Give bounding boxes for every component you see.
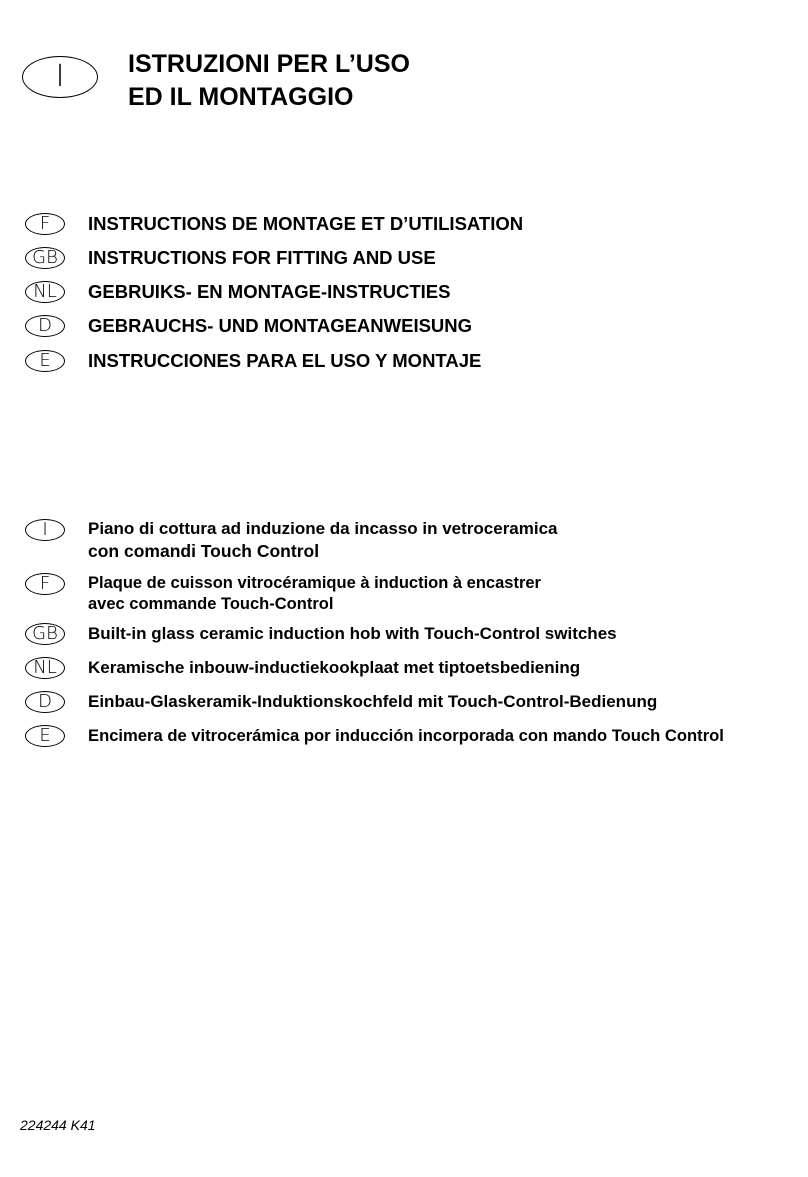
language-title-d: GEBRAUCHS- UND MONTAGEANWEISUNG [88,315,473,336]
language-badge-f [25,213,65,235]
language-title-e: INSTRUCCIONES PARA EL USO Y MONTAJE [88,350,482,371]
description-i-line2: con comandi Touch Control [88,541,320,561]
language-code: D [38,691,52,712]
description-nl: Keramische inbouw-inductiekookplaat met tiptoetsbediening [88,658,581,677]
description-f [88,573,541,615]
description-gb: Built-in glass ceramic induction hob with Touch-Control switches [88,624,617,643]
language-title-gb: INSTRUCTIONS FOR FITTING AND USE [88,247,436,268]
language-code: NL [33,281,57,302]
language-badge-e-desc [25,725,65,747]
page-title-line2: ED IL MONTAGGIO [128,83,354,111]
language-code: D [38,315,52,336]
language-badge-nl-desc [25,657,65,679]
description-f-line2: avec commande Touch-Control [88,595,334,613]
description-i [88,517,558,563]
language-badge-i [25,519,65,541]
language-badge-d-desc [25,691,65,713]
language-badge-italian-header [22,56,98,98]
language-badge-d [25,315,65,337]
description-i-line1: Piano di cottura ad induzione da incasso in vetroceramica [88,519,558,538]
page-title [128,48,410,114]
document-number: 224244 K41 [20,1117,96,1133]
language-code: E [39,350,51,371]
language-badge-f-desc [25,573,65,595]
language-title-nl: GEBRUIKS- EN MONTAGE-INSTRUCTIES [88,281,451,302]
language-code: I [55,59,65,94]
language-code: E [39,725,51,746]
language-code: GB [32,247,58,268]
language-title-f: INSTRUCTIONS DE MONTAGE ET D’UTILISATION [88,213,524,234]
language-code: F [39,213,51,234]
language-badge-e [25,350,65,372]
language-code: NL [33,657,57,678]
language-badge-gb [25,247,65,269]
language-code: I [42,519,48,540]
description-d: Einbau-Glaskeramik-Induktionskochfeld mit Touch-Control-Bedienung [88,692,658,711]
language-badge-gb-desc [25,623,65,645]
language-badge-nl [25,281,65,303]
language-code: F [39,573,51,594]
description-f-line1: Plaque de cuisson vitrocéramique à induction à encastrer [88,574,541,592]
page-title-line1: ISTRUZIONI PER L’USO [128,50,410,78]
description-e: Encimera de vitrocerámica por inducción incorporada con mando Touch Control [88,726,724,745]
language-code: GB [32,623,58,644]
